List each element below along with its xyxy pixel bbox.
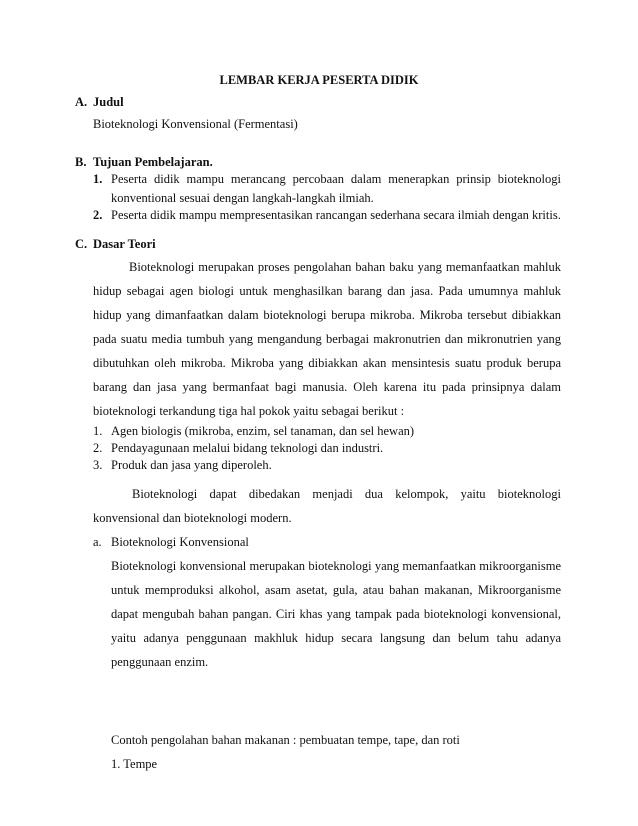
document-title: LEMBAR KERJA PESERTA DIDIK (219, 73, 419, 87)
section-c-heading (75, 237, 156, 252)
section-a-title: Judul (93, 95, 124, 109)
example-item-tempe: 1. Tempe (111, 757, 158, 771)
theory-para-3-line-4: yaitu adanya penggunaan makhluk hidup secara langsung dan belum tahu adanya (111, 631, 561, 645)
theory-para-1-line-1: Bioteknologi merupakan proses pengolahan bahan baku yang memanfaatkan mahluk (129, 260, 561, 274)
section-b-letter: B. (75, 155, 87, 169)
section-a-letter: A. (75, 95, 88, 109)
theory-para-3-line-2: untuk memproduksi alkohol, asam asetat, gula, atau bahan makanan, Mikroorganisme (111, 583, 561, 597)
section-b-heading (75, 155, 213, 170)
theory-para-3-line-1: Bioteknologi konvensional merupakan bioteknologi yang memanfaatkan mikroorganisme (111, 559, 561, 573)
section-b-title: Tujuan Pembelajaran. (93, 155, 213, 169)
theory-para-1-line-3: hidup yang dimanfaatkan dalam bioteknologi berupa mikroba. Mikroba tersebut dibiakkan (93, 308, 561, 322)
theory-para-1-line-2: hidup sebagai agen biologi untuk menghasilkan barang dan jasa. Pada umumnya mahluk (93, 284, 561, 298)
theory-para-3-line-5: penggunaan enzim. (111, 655, 209, 669)
objective-2-number: 2. (93, 208, 103, 222)
theory-list-item-3: 3. Produk dan jasa yang diperoleh. (93, 458, 272, 472)
theory-para-1-line-5: dibutuhkan oleh mikroba. Mikroba yang dibiakkan akan mensintesis suatu produk berupa (93, 356, 561, 370)
theory-para-1-line-7: bioteknologi terkandung tiga hal pokok yaitu sebagai berikut : (93, 404, 405, 418)
subsection-a-heading: a. Bioteknologi Konvensional (93, 535, 249, 549)
objective-1-line-1: Peserta didik mampu merancang percobaan dalam menerapkan prinsip bioteknologi (111, 172, 561, 186)
theory-para-2-line-2: konvensional dan bioteknologi modern. (93, 511, 292, 525)
theory-list-item-1: 1. Agen biologis (mikroba, enzim, sel tanaman, dan sel hewan) (93, 424, 415, 438)
objective-2-text: Peserta didik mampu mempresentasikan rancangan sederhana secara ilmiah dengan kritis. (111, 208, 561, 222)
theory-para-1-line-4: pada suatu media tumbuh yang mengandung berbagai makronutrien dan mikronutrien yang (93, 332, 561, 346)
objective-1-number: 1. (93, 172, 103, 186)
theory-para-1-line-6: barang dan jasa yang bermanfaat bagi manusia. Oleh karena itu pada prinsipnya dalam (93, 380, 561, 394)
section-c-title: Dasar Teori (93, 237, 156, 251)
section-a-heading (75, 95, 124, 110)
theory-list-item-2: 2. Pendayagunaan melalui bidang teknologi dan industri. (93, 441, 384, 455)
theory-para-2-line-1: Bioteknologi dapat dibedakan menjadi dua kelompok, yaitu bioteknologi (132, 487, 561, 501)
objective-1-line-2: konventional sesuai dengan langkah-langkah ilmiah. (111, 191, 374, 205)
section-c-letter: C. (75, 237, 88, 251)
theory-para-3-line-3: dapat mengubah bahan pangan. Ciri khas yang tampak pada bioteknologi konvensional, (111, 607, 561, 621)
section-a-text: Bioteknologi Konvensional (Fermentasi) (93, 117, 298, 131)
example-line: Contoh pengolahan bahan makanan : pembuatan tempe, tape, dan roti (111, 733, 460, 747)
